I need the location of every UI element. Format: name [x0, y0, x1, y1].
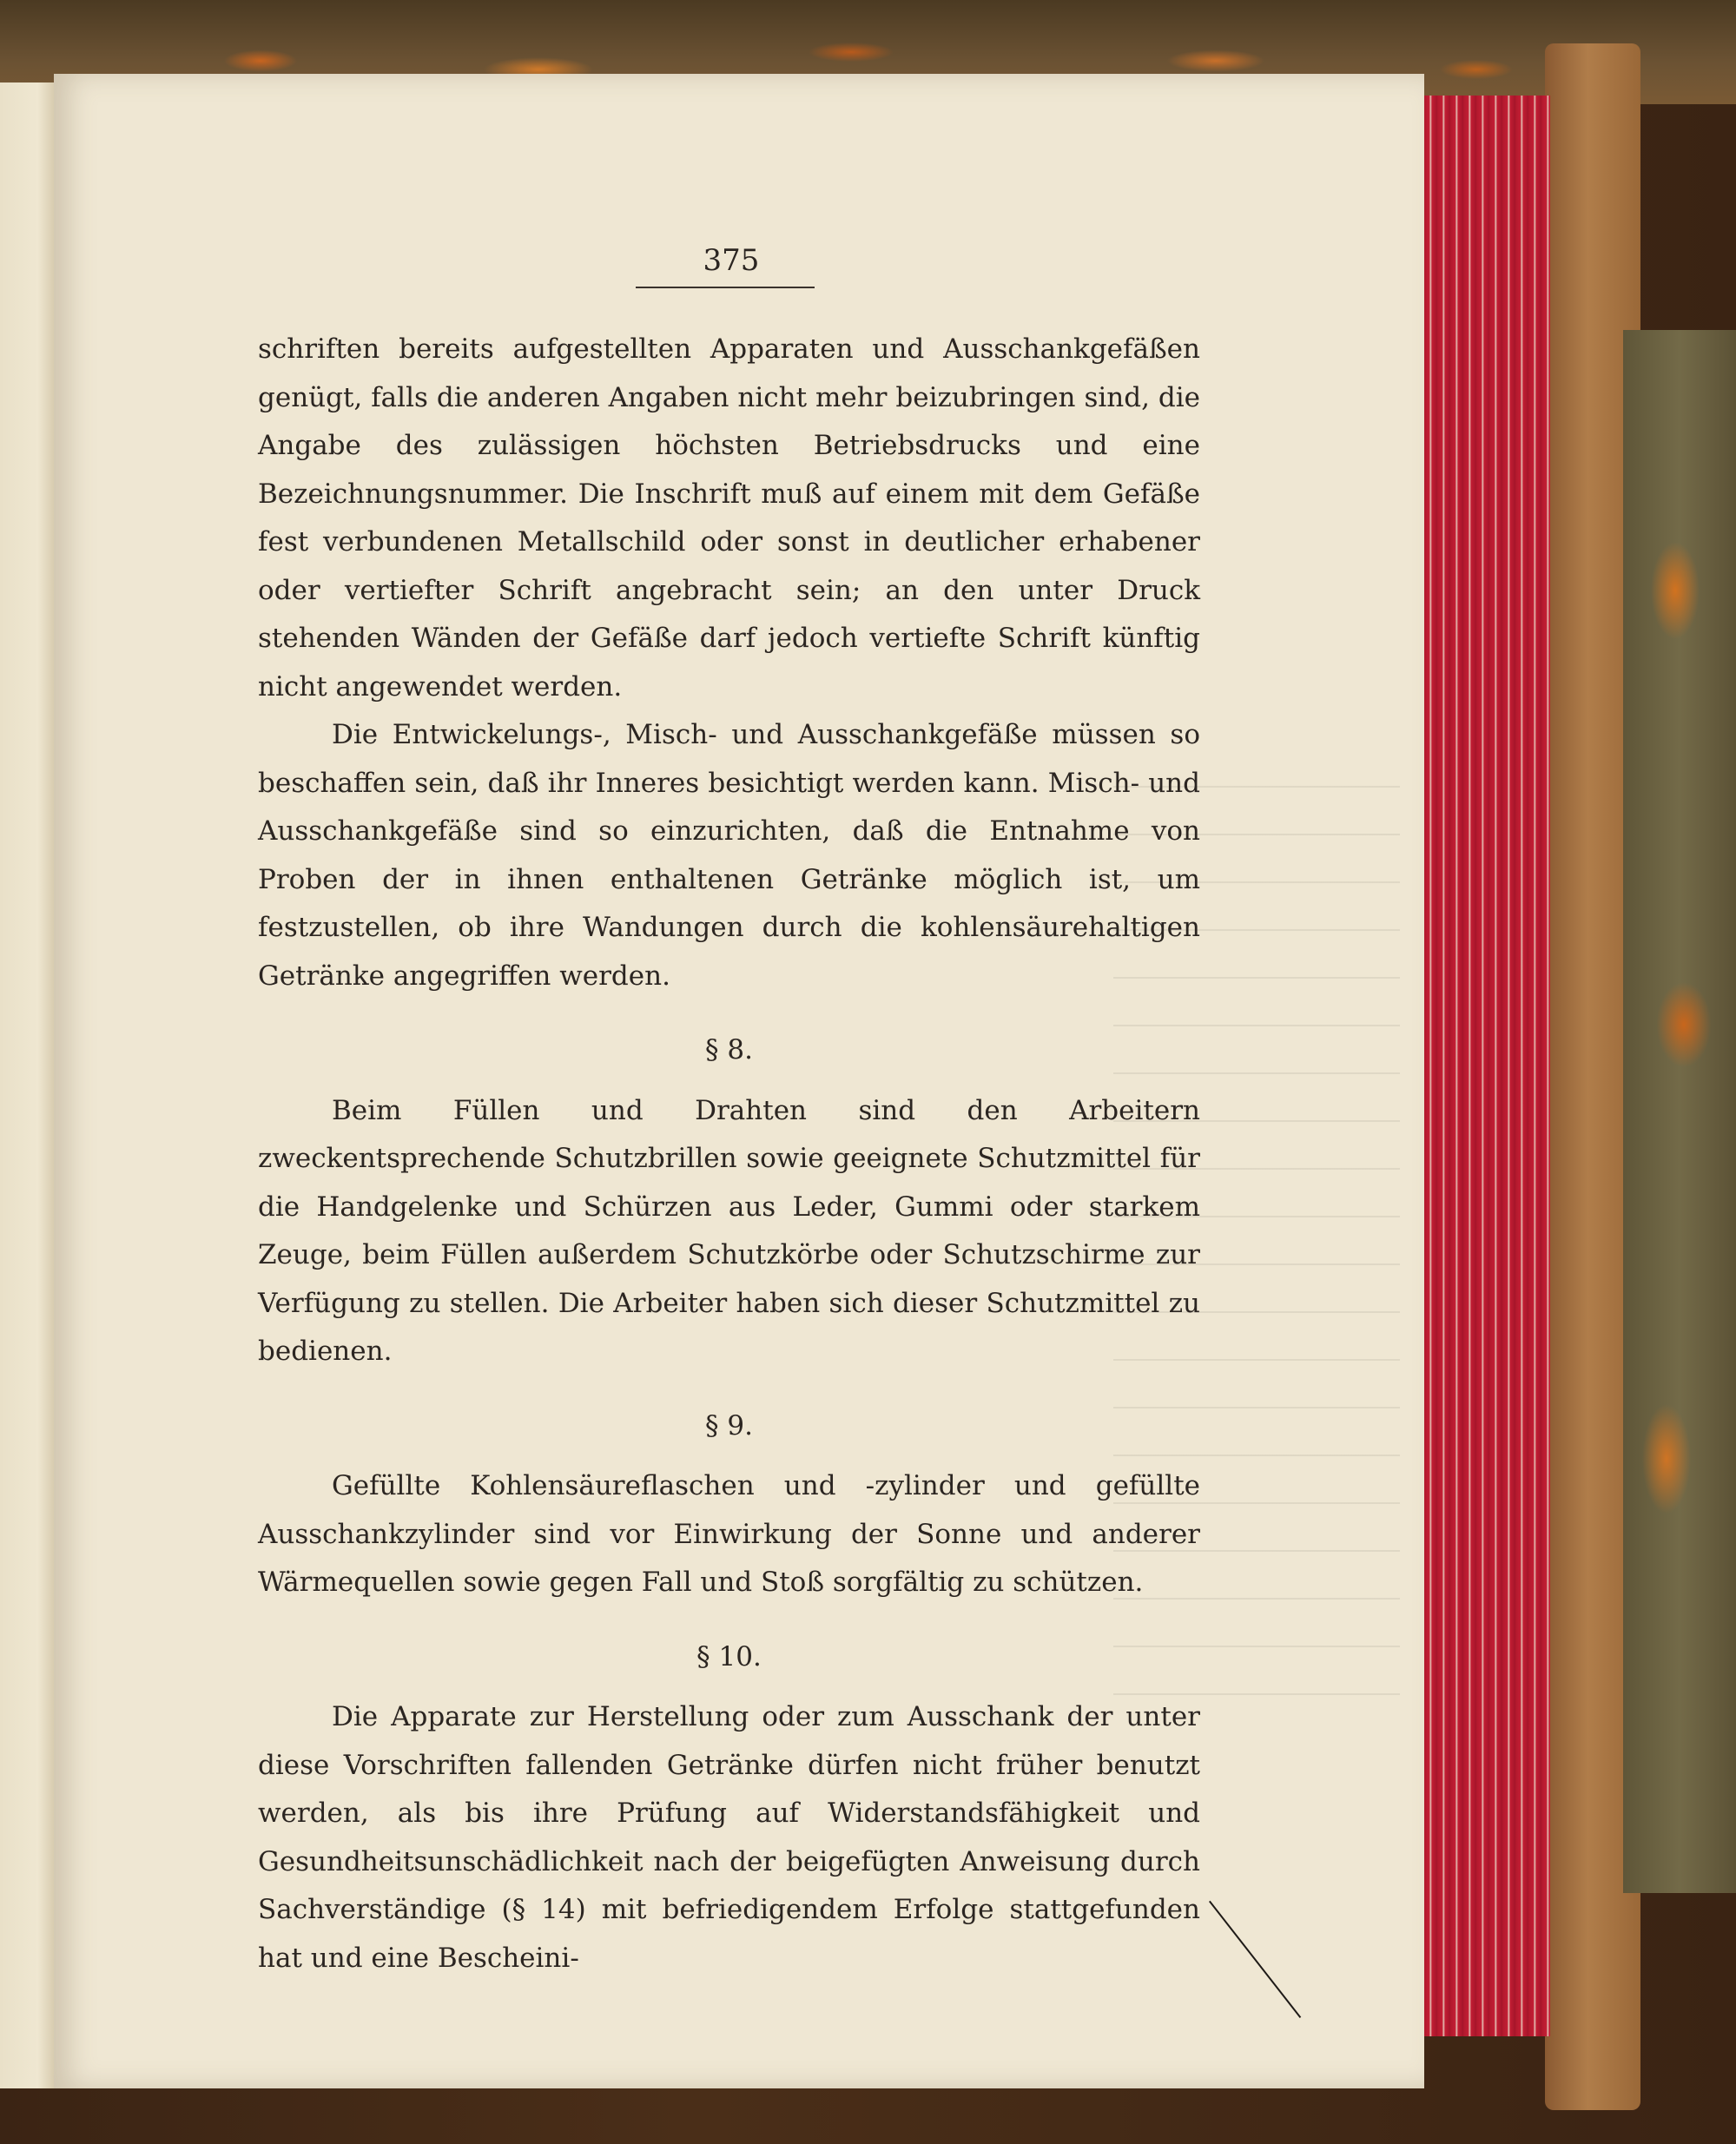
page-number: 375	[703, 243, 760, 278]
facing-page-sliver	[0, 82, 54, 2088]
section-heading-10: § 10.	[696, 1640, 762, 1672]
section-8-text: Beim Füllen und Drahten sind den Arbeitern zweckentsprechende Schutzbrillen sowie geeignete Schutzmittel für die Handgelenke und Schürzen aus Leder, Gummi oder starkem Zeuge, beim Füllen außerdem Schutzkörbe oder Schutzschirme zur Verfügung zu stellen. Die Arbeiter haben sich dieser Schutzmittel zu bedienen.	[258, 1094, 1200, 1367]
book-page	[54, 74, 1424, 2088]
paragraph: Die Entwickelungs-, Misch- und Ausschankgefäße müssen so beschaffen sein, daß ihr Inneres besichtigt werden kann. Misch- und Ausschankgefäße sind so einzurichten, daß die Entnahme von Proben der in ihnen enthaltenen Getränke möglich ist, um festzustellen, ob ihre Wandungen durch die kohlensäurehaltigen Getränke angegriffen werden.	[258, 719, 1200, 992]
pencil-mark-line	[1209, 1901, 1301, 2018]
marbled-right-edge	[1623, 330, 1736, 1893]
section-heading-9: § 9.	[705, 1409, 753, 1441]
section-9-text: Gefüllte Kohlensäureflaschen und -zylinder und gefüllte Ausschankzylinder sind vor Einwirkung der Sonne und anderer Wärmequellen sowie gegen Fall und Stoß sorgfältig zu schützen.	[258, 1470, 1200, 1598]
paragraph: schriften bereits aufgestellten Apparaten und Ausschankgefäßen genügt, falls die anderen Angaben nicht mehr beizubringen sind, die Angabe des zulässigen höchsten Betriebsdrucks und eine Bezeichnungsnummer. Die Inschrift muß auf einem mit dem Gefäße fest verbundenen Metallschild oder sonst in deutlicher erhabener oder vertiefter Schrift angebracht sein; an den unter Druck stehenden Wänden der Gefäße darf jedoch vertiefte Schrift künftig nicht angewendet werden.	[258, 333, 1200, 703]
body-text	[258, 326, 1200, 1982]
red-page-edges	[1424, 96, 1550, 2036]
header-rule	[636, 287, 815, 288]
section-heading-8: § 8.	[705, 1034, 753, 1065]
section-10-text: Die Apparate zur Herstellung oder zum Ausschank der unter diese Vorschriften fallenden Getränke dürfen nicht früher benutzt werden, als bis ihre Prüfung auf Widerstandsfähigkeit und Gesundheitsunschädlichkeit nach der beigefügten Anweisung durch Sachverständige (§ 14) mit befriedigendem Erfolge stattgefunden hat und eine Bescheini-	[258, 1701, 1200, 1974]
